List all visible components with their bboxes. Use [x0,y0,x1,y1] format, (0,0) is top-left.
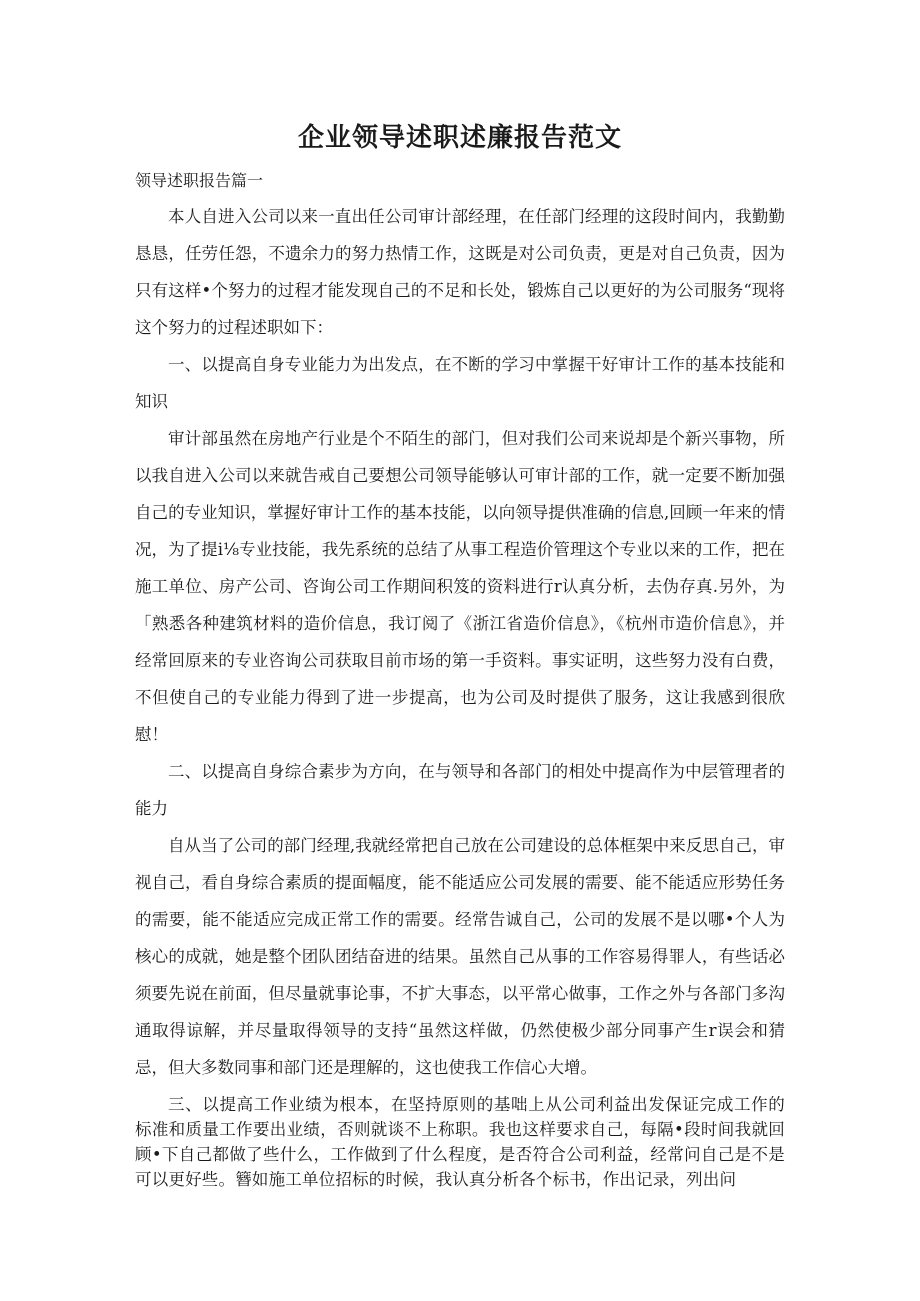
document-title: 企业领导述职述廉报告范文 [297,123,622,153]
document-body [135,198,785,1192]
paragraph-audit: 审计部虽然在房地产行业是个不陌生的部门，但对我们公司来说却是个新兴事物，所以我自进入公司以来就告戒自己要想公司领导能够认可审计部的工作，就一定要不断加强自己的专业知识，掌握好审计工作的基本技能，以向领导提供准确的信息,回顾一年来的情况，为了提i⅛专业技能，我先系统的总结了从事工程造价管理这个专业以来的工作，把在施工单位、房产公司、咨询公司工作期间积笈的资料进行r认真分析，去伪存真.另外，为「熟悉各种建筑材料的造价信息，我订阅了《浙江省造价信息》，《杭州市造价信息》，并经常回原来的专业咨询公司获取目前市场的第一手资料。事实证明，这些努力没有白费，不但使自己的专业能力得到了进一步提高，也为公司及时提供了服务，这让我感到很欣慰！ [135,429,785,744]
paragraph-heading-2: 二、以提高自身综合素步为方向，在与领导和各部门的相处中提高作为中层管理者的能力 [135,762,785,818]
section-heading: 领导述职报告篇一 [135,171,264,190]
paragraph-management: 自从当了公司的部门经理,我就经常把自己放在公司建设的总体框架中来反思自己，审视自己，看自身综合素质的提面幅度，能不能适应公司发展的需要、能不能适应形势任务的需要，能不能适应完成正常工作的需要。经常告诚自己，公司的发展不是以哪•个人为核心的成就，她是整个团队团结奋进的结果。虽然自己从事的工作容易得罪人，有些话必须要先说在前面，但尽量就事论事，不扩大事态，以平常心做事，工作之外与各部门多沟通取得谅解，并尽量取得领导的支持“虽然这样做，仍然使极少部分同事产生r误会和猜忌，但大多数同事和部门还是理解的，这也使我工作信心大增。 [135,836,785,1077]
paragraph-heading-1: 一、以提高自身专业能力为出发点，在不断的学习中掌握干好审计工作的基本技能和知识 [135,355,785,411]
paragraph-intro: 本人自进入公司以来一直出任公司审计部经理，在任部门经理的这段时间内，我勤勤恳恳，任劳任怨，不遗余力的努力热情工作，这既是对公司负责，更是对自己负责，因为只有这样•个努力的过程才能发现自己的不足和长处，锻炼自己以更好的为公司服务“现将这个努力的过程述职如下： [135,207,785,337]
paragraph-heading-3: 三、以提高工作业绩为根本，在坚持原则的基咄上从公司利益出发保证完成工作的标准和质量工作要出业绩，否则就谈不上称职。我也这样要求自己，每隔•段时间我就回顾•下自己都做了些什么，工作做到了什么程度，是否符合公司利益，经常问自己是不是可以更好些。簪如施工单位招标的时候，我认真分析各个标书，作出记录，列出问 [135,1095,785,1189]
